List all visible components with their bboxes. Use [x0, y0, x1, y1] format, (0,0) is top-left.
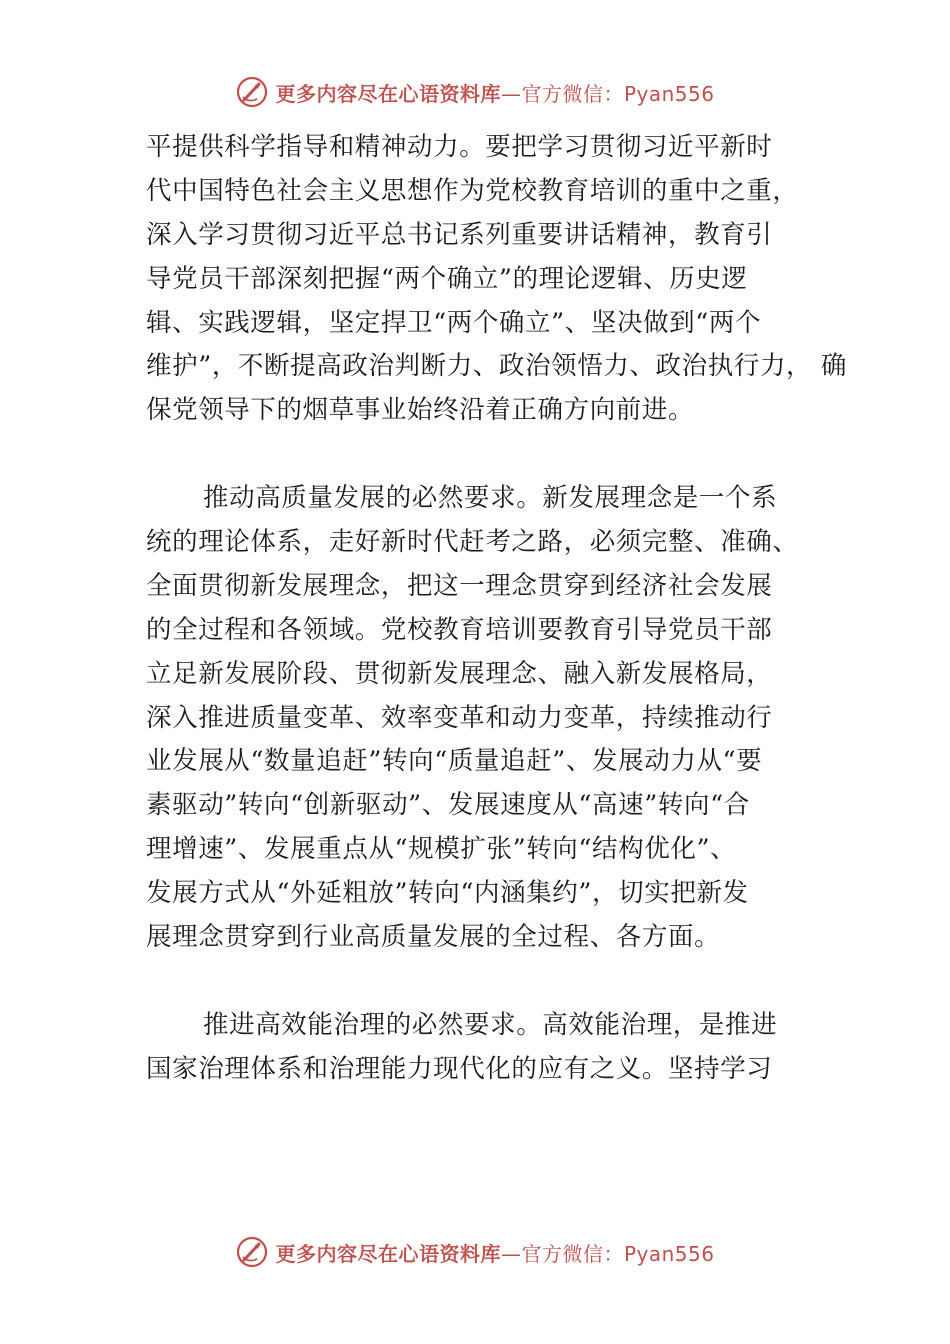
text-line: 立足新发展阶段、贯彻新发展理念、融入新发展格局， — [146, 658, 773, 689]
text-line: 辑、实践逻辑，坚定捍卫“两个确立”、坚决做到“两个 — [146, 307, 762, 338]
text-line: 理增速”、发展重点从“规模扩张”转向“结构优化”、 — [146, 834, 737, 865]
text-line: 素驱动”转向“创新驱动”、发展速度从“高速”转向“合 — [146, 790, 750, 821]
footer-banner — [0, 1232, 950, 1272]
pen-circle-logo-icon — [235, 75, 269, 109]
footer-brand: 更多内容尽在心语资料库 — [275, 1241, 501, 1266]
text-line: 代中国特色社会主义思想作为党校教育培训的重中之重， — [146, 175, 799, 206]
footer-text — [275, 1238, 714, 1267]
paragraph-gap — [146, 960, 836, 1004]
pen-circle-logo-icon — [235, 1235, 269, 1269]
paragraph-gap — [146, 433, 836, 477]
paragraph-2 — [146, 477, 836, 960]
text-line: 推动高质量发展的必然要求。新发展理念是一个系 — [203, 483, 778, 514]
text-line: 导党员干部深刻把握“两个确立”的理论逻辑、历史逻 — [146, 263, 748, 294]
text-line: 深入学习贯彻习近平总书记系列重要讲话精神，教育引 — [146, 219, 773, 250]
footer-sep: — — [500, 1241, 522, 1266]
text-line: 业发展从“数量追赶”转向“质量追赶”、发展动力从“要 — [146, 746, 763, 777]
text-line: 平提供科学指导和精神动力。要把学习贯彻习近平新时 — [146, 132, 773, 162]
text-line: 全面贯彻新发展理念，把这一理念贯穿到经济社会发展 — [146, 570, 773, 601]
header-sep: — — [500, 81, 522, 106]
text-line: 发展方式从“外延粗放”转向“内涵集约”，切实把新发 — [146, 878, 749, 909]
header-banner — [0, 72, 950, 112]
footer-contact: 官方微信：Pyan556 — [521, 1241, 715, 1266]
header-brand: 更多内容尽在心语资料库 — [275, 81, 501, 106]
text-line: 统的理论体系，走好新时代赶考之路，必须完整、准确、 — [146, 527, 799, 558]
text-line: 推进高效能治理的必然要求。高效能治理，是推进 — [203, 1009, 778, 1040]
header-text — [275, 78, 714, 107]
paragraph-3 — [146, 1004, 836, 1092]
text-line: 保党领导下的烟草事业始终沿着正确方向前进。 — [146, 395, 695, 426]
document-body — [146, 126, 847, 1092]
text-line: 深入推进质量变革、效率变革和动力变革，持续推动行 — [146, 702, 773, 733]
header-contact: 官方微信：Pyan556 — [521, 81, 715, 106]
text-line: 国家治理体系和治理能力现代化的应有之义。坚持学习 — [146, 1053, 773, 1084]
text-line: 展理念贯穿到行业高质量发展的全过程、各方面。 — [146, 922, 721, 953]
text-line: 维护”，不断提高政治判断力、政治领悟力、政治执行力， 确 — [146, 351, 847, 382]
text-line: 的全过程和各领域。党校教育培训要教育引导党员干部 — [146, 614, 773, 645]
paragraph-1 — [146, 126, 847, 433]
